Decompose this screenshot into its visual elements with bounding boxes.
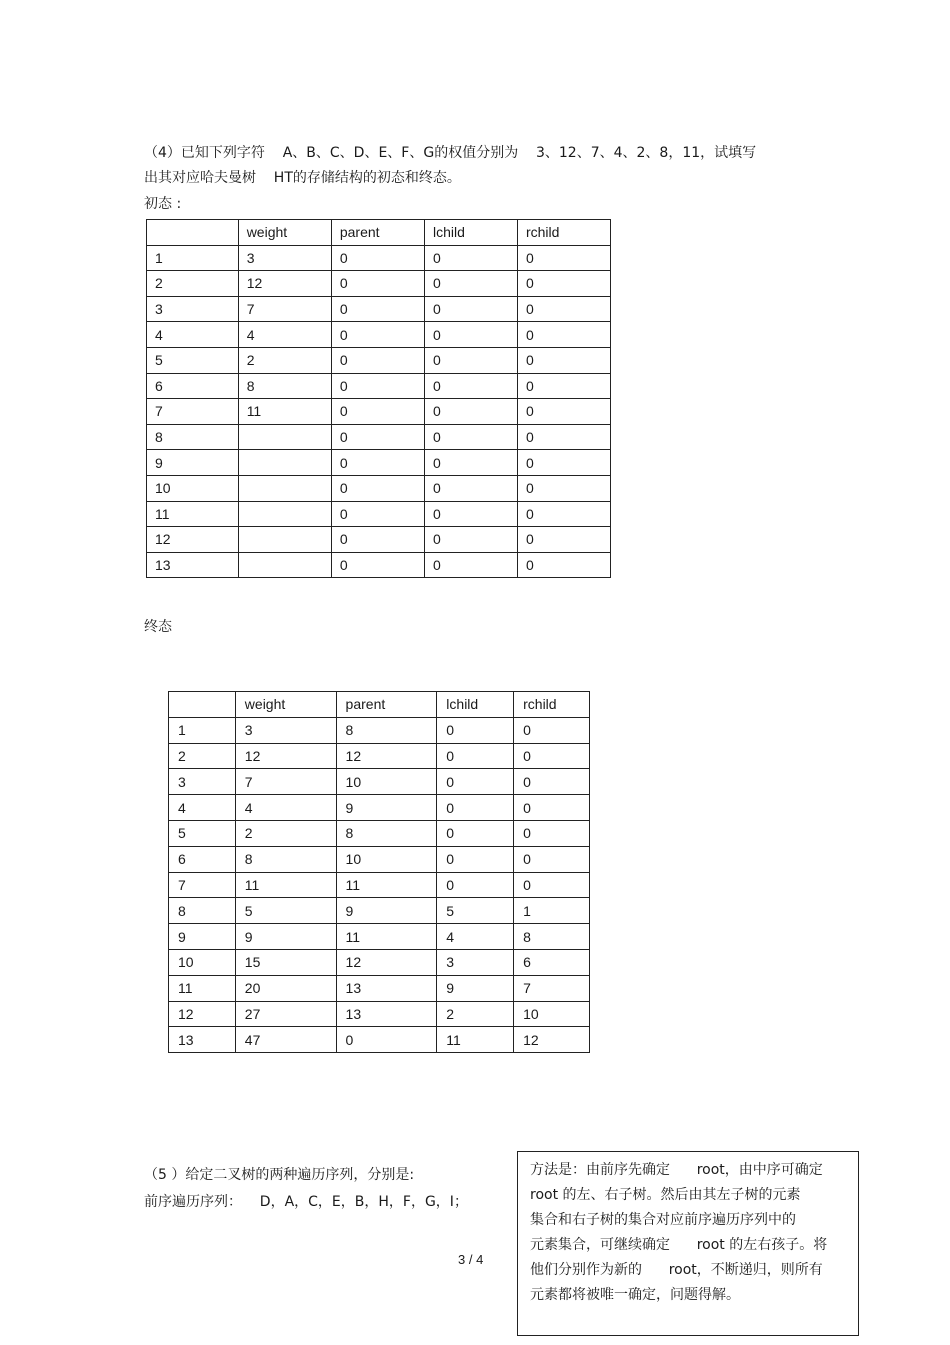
table-row [147, 399, 611, 425]
table-cell: 11 [336, 924, 437, 950]
table-row [169, 1001, 590, 1027]
table-row [147, 373, 611, 399]
table-cell: 0 [514, 872, 590, 898]
table-cell: 0 [517, 322, 610, 348]
table-cell: 12 [514, 1027, 590, 1053]
table-row [169, 1027, 590, 1053]
method-note-box [517, 1151, 859, 1336]
table-cell: 13 [336, 1001, 437, 1027]
table-cell: 10 [169, 949, 236, 975]
table-cell: 4 [235, 795, 336, 821]
table-cell: 11 [437, 1027, 514, 1053]
table-cell: 7 [235, 769, 336, 795]
table-cell: 0 [424, 527, 517, 553]
table-cell: 0 [424, 245, 517, 271]
table-cell: 0 [517, 552, 610, 578]
table-cell: 11 [238, 399, 331, 425]
table-row [147, 424, 611, 450]
q5-line-2: 前序遍历序列： D，A，C，E，B，H，F，G，I； [144, 1194, 468, 1210]
table-cell: 0 [336, 1027, 437, 1053]
table-cell: 3 [169, 769, 236, 795]
table-row [169, 743, 590, 769]
table-cell: 0 [517, 271, 610, 297]
table-cell [238, 475, 331, 501]
table-cell: 13 [169, 1027, 236, 1053]
table-cell: 9 [437, 975, 514, 1001]
table-cell: 0 [424, 450, 517, 476]
table-cell: 2 [238, 347, 331, 373]
table-cell: 9 [235, 924, 336, 950]
column-header: rchild [514, 692, 590, 718]
column-header: parent [331, 220, 424, 246]
table-cell: 0 [331, 296, 424, 322]
table-row [169, 924, 590, 950]
table-cell: 8 [235, 846, 336, 872]
table-cell: 0 [437, 769, 514, 795]
table-cell: 12 [336, 743, 437, 769]
table-cell: 8 [514, 924, 590, 950]
table-cell: 0 [331, 552, 424, 578]
table-cell: 0 [331, 322, 424, 348]
table-cell: 0 [517, 347, 610, 373]
column-header: weight [238, 220, 331, 246]
table-cell: 6 [514, 949, 590, 975]
table-row [147, 245, 611, 271]
table-cell: 0 [517, 296, 610, 322]
table-cell: 9 [336, 795, 437, 821]
table-cell: 6 [169, 846, 236, 872]
table-cell: 15 [235, 949, 336, 975]
table-cell: 1 [169, 717, 236, 743]
table-cell: 8 [238, 373, 331, 399]
table-cell: 8 [336, 820, 437, 846]
table-cell: 5 [437, 898, 514, 924]
table-cell: 0 [331, 501, 424, 527]
page-number: 3 / 4 [458, 1252, 484, 1267]
table-cell: 0 [424, 475, 517, 501]
table-cell [238, 527, 331, 553]
table-cell: 10 [514, 1001, 590, 1027]
table-row [147, 347, 611, 373]
table-cell: 0 [517, 245, 610, 271]
table-cell: 0 [514, 769, 590, 795]
table-cell: 0 [331, 424, 424, 450]
table-row [169, 717, 590, 743]
table-cell: 11 [169, 975, 236, 1001]
column-header: weight [235, 692, 336, 718]
table-cell: 10 [336, 846, 437, 872]
table-cell: 3 [235, 717, 336, 743]
column-header: lchild [437, 692, 514, 718]
table-cell: 8 [147, 424, 239, 450]
table-cell: 0 [331, 245, 424, 271]
table-cell: 0 [517, 450, 610, 476]
table-cell [238, 501, 331, 527]
table-row [147, 450, 611, 476]
table-cell: 0 [517, 527, 610, 553]
column-header: lchild [424, 220, 517, 246]
table-cell: 12 [147, 527, 239, 553]
table-row [169, 820, 590, 846]
table-cell: 0 [331, 347, 424, 373]
final-header-row [169, 692, 590, 718]
table-cell: 0 [437, 795, 514, 821]
table-row [147, 527, 611, 553]
table-cell: 0 [437, 872, 514, 898]
column-header [169, 692, 236, 718]
q4-line-2: 出其对应哈夫曼树 HT的存储结构的初态和终态。 [144, 170, 461, 186]
table-cell: 2 [437, 1001, 514, 1027]
table-cell: 5 [169, 820, 236, 846]
method-line: root 的左、右子树。然后由其左子树的元素 [530, 1187, 801, 1203]
table-cell: 0 [424, 501, 517, 527]
table-cell: 5 [147, 347, 239, 373]
table-cell: 4 [147, 322, 239, 348]
table-cell: 3 [238, 245, 331, 271]
table-cell: 0 [424, 322, 517, 348]
table-cell: 0 [424, 373, 517, 399]
table-cell: 27 [235, 1001, 336, 1027]
table-cell: 0 [437, 846, 514, 872]
table-cell: 2 [169, 743, 236, 769]
table-cell: 0 [424, 424, 517, 450]
table-cell: 10 [336, 769, 437, 795]
table-cell: 0 [517, 399, 610, 425]
table-cell: 0 [331, 475, 424, 501]
table-cell: 12 [235, 743, 336, 769]
method-line: 元素都将被唯一确定，问题得解。 [530, 1287, 740, 1303]
table-cell: 3 [437, 949, 514, 975]
table-cell: 8 [336, 717, 437, 743]
table-row [169, 949, 590, 975]
table-cell: 0 [437, 743, 514, 769]
table-cell: 0 [331, 399, 424, 425]
table-cell: 11 [336, 872, 437, 898]
table-cell: 0 [424, 399, 517, 425]
table-cell: 0 [424, 296, 517, 322]
table-cell: 12 [336, 949, 437, 975]
table-cell: 7 [147, 399, 239, 425]
table-cell: 0 [514, 743, 590, 769]
method-line: 他们分别作为新的 root，不断递归，则所有 [530, 1262, 823, 1278]
column-header: parent [336, 692, 437, 718]
table-row [169, 846, 590, 872]
table-row [169, 898, 590, 924]
table-cell: 0 [517, 424, 610, 450]
table-row [147, 475, 611, 501]
table-cell: 0 [424, 552, 517, 578]
table-cell: 9 [336, 898, 437, 924]
table-row [169, 975, 590, 1001]
table-row [147, 296, 611, 322]
table-cell: 0 [517, 475, 610, 501]
method-line: 集合和右子树的集合对应前序遍历序列中的 [530, 1212, 796, 1228]
table-row [169, 872, 590, 898]
q4-line-1: （4）已知下列字符 A、B、C、D、E、F、G的权值分别为 3、12、7、4、2、8，11，试填写 [144, 145, 757, 161]
table-row [169, 795, 590, 821]
table-cell: 11 [235, 872, 336, 898]
table-row [147, 501, 611, 527]
table-cell: 0 [331, 271, 424, 297]
initial-header-row [147, 220, 611, 246]
table-cell: 0 [514, 795, 590, 821]
table-cell: 9 [169, 924, 236, 950]
table-cell: 47 [235, 1027, 336, 1053]
table-cell: 0 [331, 373, 424, 399]
column-header [147, 220, 239, 246]
table-cell: 1 [147, 245, 239, 271]
table-cell: 0 [514, 717, 590, 743]
table-cell: 0 [517, 501, 610, 527]
table-cell: 0 [331, 527, 424, 553]
table-cell [238, 424, 331, 450]
method-line: 元素集合，可继续确定 root 的左右孩子。将 [530, 1237, 828, 1253]
method-line: 方法是：由前序先确定 root，由中序可确定 [530, 1162, 823, 1178]
table-cell: 3 [147, 296, 239, 322]
table-row [169, 769, 590, 795]
table-cell: 12 [238, 271, 331, 297]
table-cell: 0 [424, 347, 517, 373]
table-cell: 0 [331, 450, 424, 476]
table-cell: 6 [147, 373, 239, 399]
table-cell: 0 [424, 271, 517, 297]
table-cell: 0 [437, 717, 514, 743]
table-cell: 7 [514, 975, 590, 1001]
table-cell: 10 [147, 475, 239, 501]
table-cell: 11 [147, 501, 239, 527]
table-cell: 0 [514, 846, 590, 872]
table-cell [238, 450, 331, 476]
final-state-label: 终态 [144, 619, 172, 635]
table-cell: 0 [517, 373, 610, 399]
table-cell: 4 [169, 795, 236, 821]
table-cell: 0 [514, 820, 590, 846]
table-cell: 4 [437, 924, 514, 950]
table-row [147, 552, 611, 578]
initial-state-label: 初态 : [144, 196, 182, 212]
table-cell: 2 [235, 820, 336, 846]
table-cell: 1 [514, 898, 590, 924]
table-cell: 12 [169, 1001, 236, 1027]
table-row [147, 271, 611, 297]
table-cell [238, 552, 331, 578]
table-row [147, 322, 611, 348]
final-state-table [168, 691, 590, 1053]
table-cell: 0 [437, 820, 514, 846]
column-header: rchild [517, 220, 610, 246]
q5-line-1: （5 ）给定二叉树的两种遍历序列，分别是: [144, 1167, 415, 1183]
table-cell: 13 [147, 552, 239, 578]
table-cell: 4 [238, 322, 331, 348]
table-cell: 8 [169, 898, 236, 924]
table-cell: 20 [235, 975, 336, 1001]
table-cell: 7 [169, 872, 236, 898]
initial-state-table [146, 219, 611, 578]
table-cell: 7 [238, 296, 331, 322]
table-cell: 13 [336, 975, 437, 1001]
table-cell: 5 [235, 898, 336, 924]
table-cell: 2 [147, 271, 239, 297]
table-cell: 9 [147, 450, 239, 476]
